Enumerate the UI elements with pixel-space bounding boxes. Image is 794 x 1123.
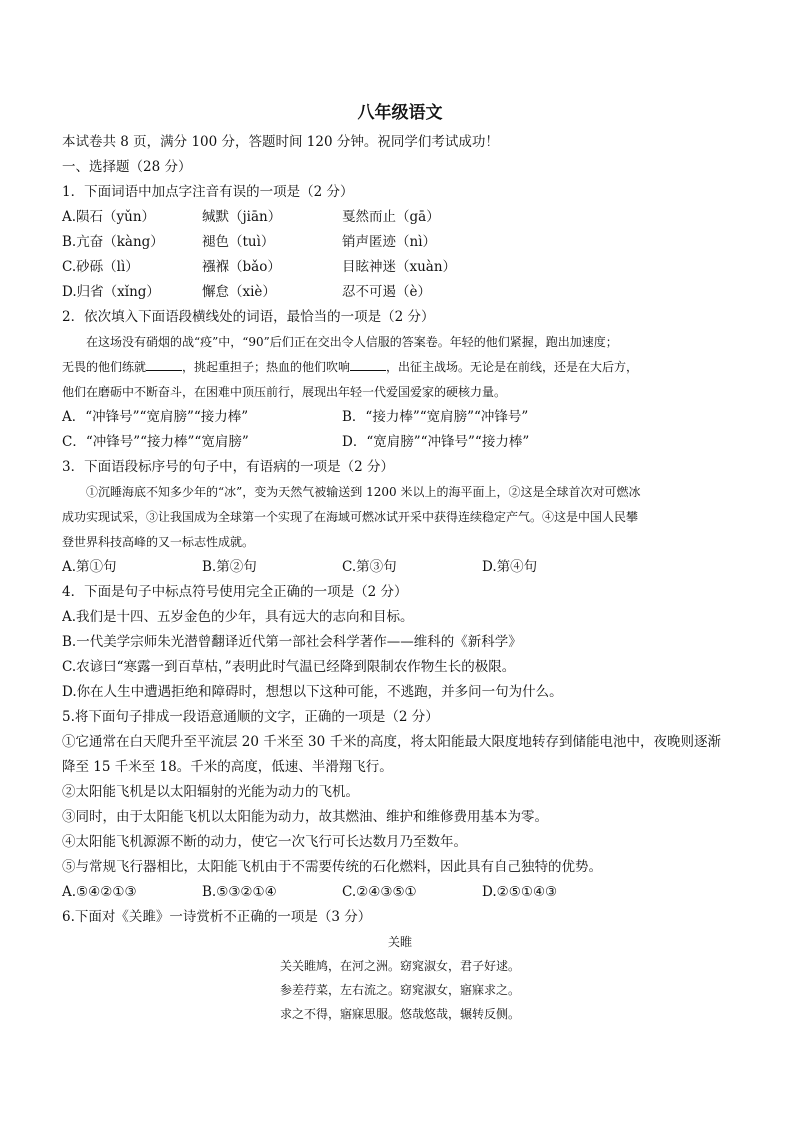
- question-stem: 3．下面语段标序号的句子中，有语病的一项是（2 分）: [62, 459, 394, 475]
- poem-line: 求之不得，寤寐思服。悠哉悠哉，辗转反侧。: [279, 1007, 520, 1021]
- sentence-4: ④太阳能飞机源源不断的动力，使它一次飞行可长达数月乃至数年。: [62, 834, 467, 850]
- option-a: A．“冲锋号”“宽肩膀”“接力棒”: [62, 409, 249, 425]
- question-4: [62, 580, 738, 705]
- option-b: B.⑤③②①④: [202, 884, 277, 900]
- option-row: [62, 880, 738, 905]
- poem-line: 关关睢鸠，在河之洲。窈窕淑女，君子好逑。: [279, 959, 520, 973]
- option-b-word-3: 销声匿迹（nì）: [342, 234, 437, 250]
- passage-line: 在这场没有硝烟的战“疫”中，“90”后们正在交出令人信服的答案卷。年轻的他们紧握，跑出加速度；: [86, 335, 618, 349]
- option-b-word-2: 褪色（tuì）: [202, 234, 275, 250]
- option-c-word-2: 襁褓（bǎo）: [202, 259, 281, 275]
- section-heading: 一、选择题（28 分）: [62, 159, 192, 175]
- question-6: [62, 905, 738, 1026]
- option-b: B．“接力棒”“宽肩膀”“冲锋号”: [342, 409, 529, 425]
- option-d: D.归省（xǐng）: [62, 284, 160, 300]
- poem: [62, 930, 738, 1026]
- option-a: A.我们是十四、五岁金色的少年，具有远大的志向和目标。: [62, 609, 414, 625]
- poem-title: 关睢: [387, 935, 412, 949]
- sentence-3: ③同时，由于太阳能飞机以太阳能为动力，故其燃油、维护和维修费用基本为零。: [62, 809, 548, 825]
- question-stem: 6.下面对《关雎》一诗赏析不正确的一项是（3 分）: [62, 909, 372, 925]
- passage-text: ，出征主战场。无论是在前线，还是在大后方，: [386, 360, 639, 374]
- option-row: [62, 555, 738, 580]
- option-c: C．“冲锋号”“接力棒”“宽肩膀”: [62, 434, 249, 450]
- option-d: D.②⑤①④③: [482, 884, 558, 900]
- question-5: [62, 705, 738, 905]
- option-d: D.第④句: [482, 559, 538, 575]
- option-row: [62, 230, 738, 255]
- question-2: [62, 305, 738, 455]
- poem-line: 参差荇菜，左右流之。窈窕淑女，寤寐求之。: [279, 983, 520, 997]
- sentence-1-cont: 降至 15 千米至 18。千米的高度，低速、半滑翔飞行。: [62, 759, 393, 775]
- option-d: D．“宽肩膀”“冲锋号”“接力棒”: [342, 434, 530, 450]
- option-c: C.砂砾（lì）: [62, 259, 139, 275]
- option-d-word-3: 忍不可遏（è）: [342, 284, 431, 300]
- fill-blank: [350, 356, 386, 371]
- question-1: [62, 180, 738, 305]
- option-a: A.陨石（yǔn）: [62, 209, 156, 225]
- question-stem: 1．下面词语中加点字注音有误的一项是（2 分）: [62, 184, 354, 200]
- question-stem: 2．依次填入下面语段横线处的词语，最恰当的一项是（2 分）: [62, 309, 435, 325]
- passage-line: [62, 355, 738, 380]
- option-d: D.你在人生中遭遇拒绝和障碍时，想想以下这种可能，不逃跑，并多问一句为什么。: [62, 684, 563, 700]
- exam-page: [62, 98, 738, 1026]
- question-stem: 4．下面是句子中标点符号使用完全正确的一项是（2 分）: [62, 584, 408, 600]
- option-b: B.第②句: [202, 559, 257, 575]
- question-stem: 5.将下面句子排成一段语意通顺的文字，正确的一项是（2 分）: [62, 709, 439, 725]
- option-b: B.一代美学宗师朱光潜曾翻译近代第一部社会科学著作——维科的《新科学》: [62, 634, 522, 650]
- question-3: [62, 455, 738, 580]
- sentence-5: ⑤与常规飞行器相比，太阳能飞机由于不需要传统的石化燃料，因此具有自己独特的优势。: [62, 859, 602, 875]
- passage-line: 他们在磨砺中不断奋斗，在困难中顶压前行，展现出年轻一代爱国爱家的硬核力量。: [62, 385, 507, 399]
- option-c: C.农谚曰“寒露一到百草枯，”表明此时气温已经降到限制农作物生长的极限。: [62, 659, 516, 675]
- option-row: [62, 405, 738, 430]
- option-row: [62, 280, 738, 305]
- option-row: [62, 430, 738, 455]
- passage-line: 登世界科技高峰的又一标志性成就。: [62, 535, 255, 549]
- option-c: C.②④③⑤①: [342, 884, 417, 900]
- option-a: A.⑤④②①③: [62, 884, 137, 900]
- option-a-word-2: 缄默（jiān）: [202, 209, 282, 225]
- exam-intro: 本试卷共 8 页，满分 100 分，答题时间 120 分钟。祝同学们考试成功！: [62, 134, 499, 150]
- page-title: 八年级语文: [357, 103, 443, 123]
- passage-line: 成功实现试采，③让我国成为全球第一个实现了在海域可燃冰试开采中获得连续稳定产气。④这是中国人民攀: [62, 510, 639, 524]
- sentence-1: ①它通常在白天爬升至平流层 20 千米至 30 千米的高度，将太阳能最大限度地转存到储能电池中，夜晚则逐渐: [62, 734, 722, 750]
- option-a-word-3: 戛然而止（gā）: [342, 209, 440, 225]
- passage-text: 无畏的他们练就: [62, 360, 147, 374]
- sentence-2: ②太阳能飞机是以太阳辐射的光能为动力的飞机。: [62, 784, 359, 800]
- option-row: [62, 255, 738, 280]
- fill-blank: [146, 356, 182, 371]
- option-d-word-2: 懈怠（xiè）: [202, 284, 276, 300]
- option-row: [62, 205, 738, 230]
- passage-line: ①沉睡海底不知多少年的“冰”，变为天然气被输送到 1200 米以上的海平面上，②这是全球首次对可燃冰: [86, 485, 641, 499]
- option-c: C.第③句: [342, 559, 397, 575]
- option-c-word-3: 目眩神迷（xuàn）: [342, 259, 457, 275]
- passage-text: ，挑起重担子；热血的他们吹响: [182, 360, 351, 374]
- option-b: B.亢奋（kàng）: [62, 234, 164, 250]
- option-a: A.第①句: [62, 559, 117, 575]
